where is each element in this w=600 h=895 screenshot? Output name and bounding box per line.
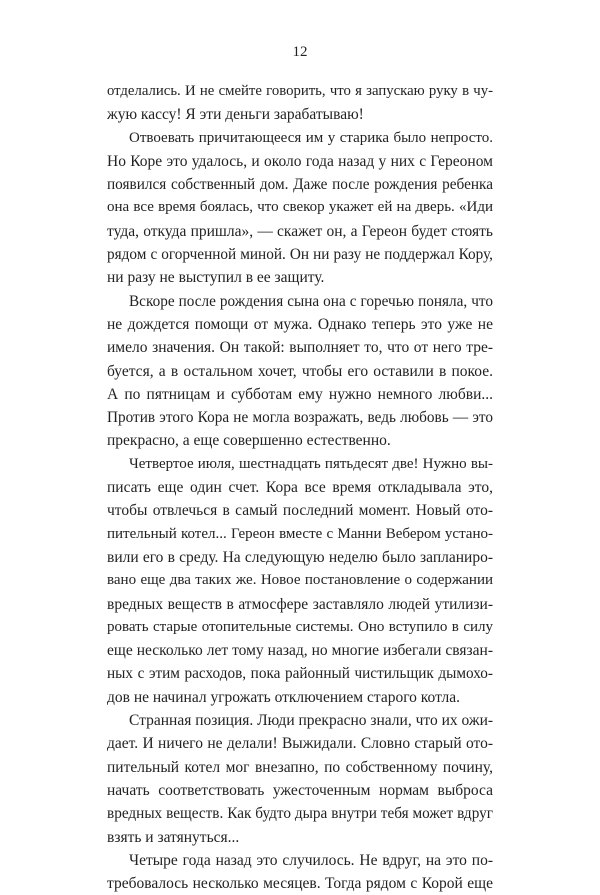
text-line: пительный котел мог внезапно, по собственному почину, xyxy=(107,758,493,776)
text-line: вредных веществ. Как будто дыра внутри тебя может вдруг xyxy=(107,805,493,823)
text-line: вили его в среду. На следующую неделю было запланиро- xyxy=(107,548,493,566)
text-line: Странная позиция. Люди прекрасно знали, что их ожи- xyxy=(129,712,493,730)
text-line: писать еще один счет. Кора все время откладывала это, xyxy=(107,479,493,497)
page-number: 12 xyxy=(292,44,308,60)
text-line: пительный котел... Гереон вместе с Манни Вебером устано- xyxy=(107,525,493,542)
text-line: дов не начинал угрожать отключением старого котла. xyxy=(107,688,460,706)
body-text xyxy=(107,80,493,895)
text-line: взять и затянуться... xyxy=(107,828,240,846)
text-line: начать соответствовать ужесточенным нормам выброса xyxy=(107,781,493,799)
text-line: вано еще два таких же. Новое постановление о содержании xyxy=(107,572,493,589)
text-line: Четыре года назад это случилось. Не вдруг, на это по- xyxy=(129,851,493,869)
text-line: вредных веществ в атмосфере заставляло людей утилизи- xyxy=(107,595,493,613)
text-line: туда, откуда пришла», — скажет он, а Гереон будет стоять xyxy=(107,222,493,240)
text-line: жую кассу! Я эти деньги зарабатываю! xyxy=(107,106,364,124)
text-line: Но Коре это удалось, и около года назад у них с Гереоном xyxy=(107,152,493,170)
text-line: появился собственный дом. Даже после рождения ребенка xyxy=(107,176,493,194)
text-line: Против этого Кора не могла возражать, ведь любовь — это xyxy=(107,409,493,427)
text-line: чтобы отвлечься в самый последний момент. Новый ото- xyxy=(107,502,493,520)
text-line: не дождется помощи от мужа. Однако теперь это уже не xyxy=(107,315,493,333)
text-line: ни разу не выступил в ее защиту. xyxy=(107,269,325,287)
text-line: прекрасно, а еще совершенно естественно. xyxy=(107,432,391,450)
text-line: Вскоре после рождения сына она с горечью поняла, что xyxy=(129,292,493,310)
text-line: дает. И ничего не делали! Выжидали. Словно старый ото- xyxy=(107,735,493,753)
text-line: требовалось несколько месяцев. Тогда рядом с Корой еще xyxy=(107,875,493,893)
text-line: Четвертое июля, шестнадцать пятьдесят две! Нужно вы- xyxy=(129,455,493,472)
text-line: буется, а в остальном хочет, чтобы его оставили в покое. xyxy=(107,362,493,380)
text-line: она все время боялась, что свекор укажет ей на дверь. «Иди xyxy=(107,199,493,216)
text-line: имело значения. Он такой: выполняет то, что от него тре- xyxy=(107,339,493,357)
text-line: А по пятницам и субботам ему нужно немного любви... xyxy=(107,385,493,403)
text-line: рядом с огорченной миной. Он ни разу не поддержал Кору, xyxy=(107,246,493,264)
text-line: ных с этим расходов, пока районный чистильщик дымохо- xyxy=(107,665,493,683)
text-line: ровать старые отопительные системы. Оно вступило в силу xyxy=(107,618,493,635)
text-line: еще несколько лет тому назад, но многие избегали связан- xyxy=(107,642,493,660)
text-line: Отвоевать причитающееся им у старика было непросто. xyxy=(129,129,493,146)
text-line: отделались. И не смейте говорить, что я запускаю руку в чу- xyxy=(107,83,493,99)
